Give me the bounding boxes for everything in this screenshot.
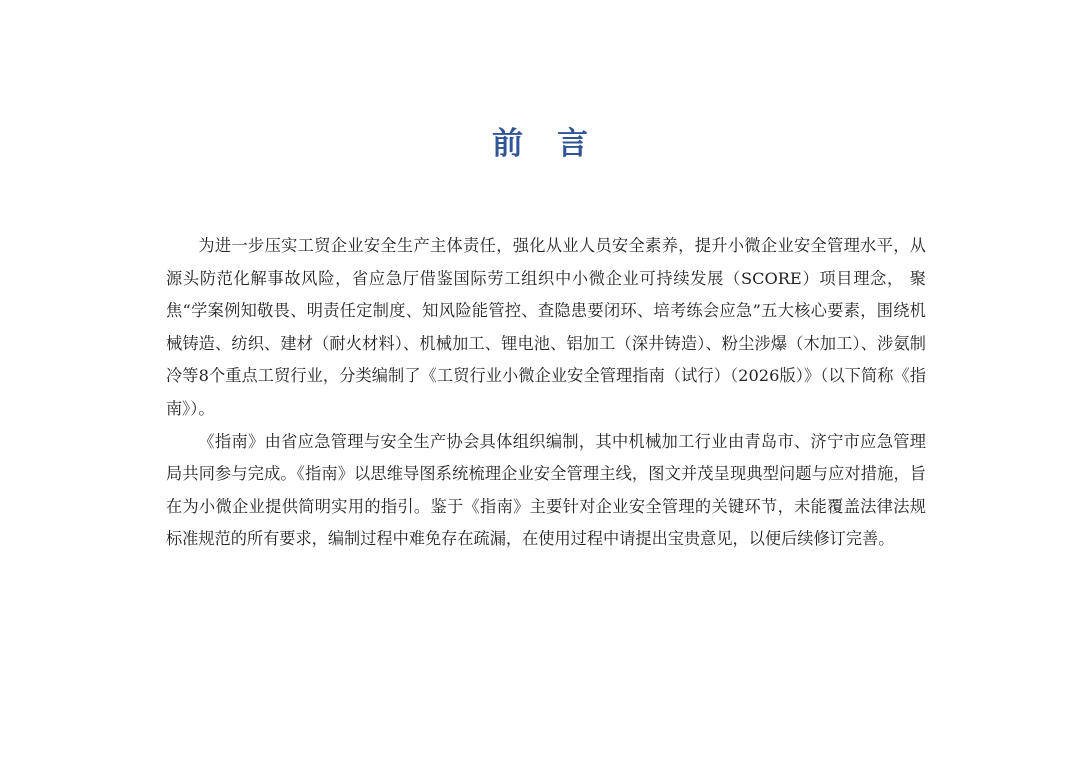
- page-title: 前言: [492, 126, 622, 162]
- preface-paragraph-1: 为进一步压实工贸企业安全生产主体责任，强化从业人员安全素养，提升小微企业安全管理水平，从源头防范化解事故风险，省应急厅借鉴国际劳工组织中小微企业可持续发展（SCORE）项目理念， 聚焦“学案例知敬畏、明责任定制度、知风险能管控、查隐患要闭环、培考练会应急”五大核心要素，围绕机械铸造、纺织、建材（耐火材料）、机械加工、锂电池、铝加工（深井铸造）、粉尘涉爆（木加工）、涉氨制冷等8个重点工贸行业，分类编制了《工贸行业小微企业安全管理指南（试行）（2026版）》（以下简称《指南》）。: [166, 236, 926, 418]
- preface-paragraph-2: 《指南》由省应急管理与安全生产协会具体组织编制，其中机械加工行业由青岛市、济宁市应急管理局共同参与完成。《指南》以思维导图系统梳理企业安全管理主线，图文并茂呈现典型问题与应对措施，旨在为小微企业提供简明实用的指引。鉴于《指南》主要针对企业安全管理的关键环节，未能覆盖法律法规标准规范的所有要求，编制过程中难免存在疏漏，在使用过程中请提出宝贵意见，以便后续修订完善。: [166, 431, 926, 549]
- preface-body: [166, 230, 926, 556]
